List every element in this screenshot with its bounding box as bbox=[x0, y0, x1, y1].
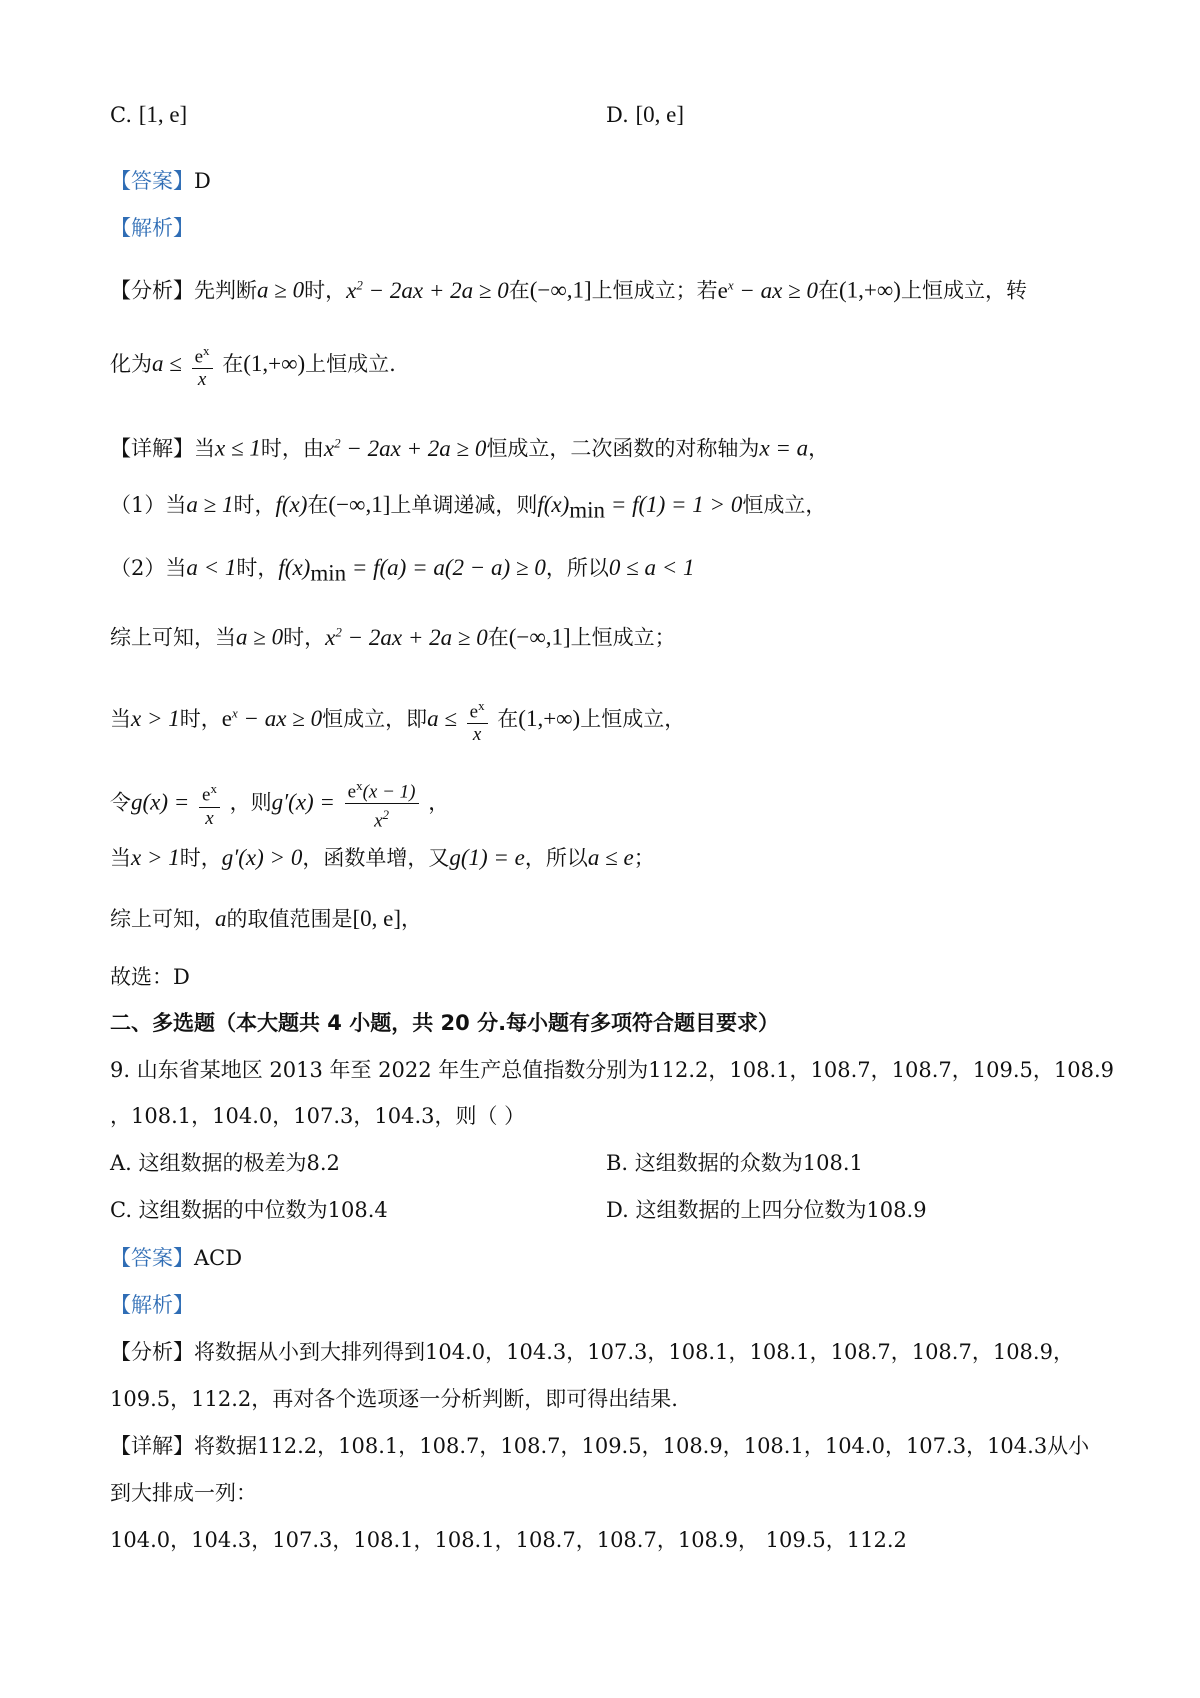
answer-q8 bbox=[110, 166, 211, 196]
fraction-g-prime: $\frac{e^x(x - 1)}{x^2}$ bbox=[345, 775, 419, 833]
answer-value: D bbox=[194, 169, 211, 193]
option-d-q8: D. [0, e] bbox=[606, 102, 684, 127]
q9-option-a: A. 这组数据的极差为8.2 bbox=[110, 1151, 340, 1175]
range-conclusion: 综上可知，a的取值范围是[0, e]， bbox=[110, 906, 423, 931]
case-1: （1）当a ≥ 1时，f(x)在(−∞,1]上单调递减，则$f(x)_{min} = f(1) = 1 > 0$恒成立， bbox=[110, 492, 827, 523]
fraction-ex-over-x: $\frac{e^x}{x}$ bbox=[192, 340, 213, 391]
fenxi-q9-line1: 【分析】将数据从小到大排列得到104.0，104.3，107.3，108.1，108.1，108.7，108.7，108.9， bbox=[110, 1340, 1074, 1364]
q9-option-d: D. 这组数据的上四分位数为108.9 bbox=[606, 1198, 927, 1222]
xiangjie-q9-line2: 到大排成一列： bbox=[110, 1481, 257, 1505]
analysis-tag: 【解析】 bbox=[110, 1293, 194, 1317]
x-greater-than-1: 当x > 1时，$e^x$ − ax ≥ 0恒成立，即a ≤ $\frac{e^x}{x}$ 在(1,+∞)上恒成立， bbox=[110, 695, 685, 746]
xiangjie-q9-line3: 104.0，104.3，107.3，108.1，108.1，108.7，108.7，108.9， 109.5，112.2 bbox=[110, 1528, 907, 1552]
analysis-q9 bbox=[110, 1290, 194, 1320]
answer-tag: 【答案】 bbox=[110, 169, 194, 193]
fenxi-q9-line2: 109.5，112.2，再对各个选项逐一分析判断，即可得出结果. bbox=[110, 1387, 678, 1411]
answer-value: ACD bbox=[194, 1246, 243, 1270]
fraction-ex-over-x: $\frac{e^x}{x}$ bbox=[467, 695, 488, 746]
case-2: （2）当a < 1时，$f(x)_{min} = f(a) = a(2 - a) \ge 0$，所以0 ≤ a < 1 bbox=[110, 555, 695, 586]
choose-q8: 故选：D bbox=[110, 965, 190, 989]
analysis-q8 bbox=[110, 213, 194, 243]
q9-stem-line1: 9. 山东省某地区 2013 年至 2022 年生产总值指数分别为112.2，108.1，108.7，108.7，109.5，108.9 bbox=[110, 1058, 1115, 1082]
q9-option-c: C. 这组数据的中位数为108.4 bbox=[110, 1198, 388, 1222]
q9-option-b: B. 这组数据的众数为108.1 bbox=[606, 1151, 863, 1175]
section-heading: 二、多选题（本大题共 4 小题，共 20 分.每小题有多项符合题目要求） bbox=[110, 1011, 780, 1035]
xiangjie-q8: 【详解】当x ≤ 1时，由$x^2 - 2ax + 2a \ge 0$恒成立，二次函数的对称轴为x = a， bbox=[110, 435, 830, 461]
analysis-tag: 【解析】 bbox=[110, 216, 194, 240]
option-c-math: [1, e] bbox=[138, 102, 188, 127]
fraction-g: $\frac{e^x}{x}$ bbox=[199, 778, 220, 829]
answer-q9 bbox=[110, 1243, 242, 1273]
xiangjie-q9-line1: 【详解】将数据112.2，108.1，108.7，108.7，109.5，108.9，108.1，104.0，107.3，104.3从小 bbox=[110, 1434, 1090, 1458]
g-monotonic: 当x > 1时，g′(x) > 0，函数单增，又g(1) = e，所以a ≤ e； bbox=[110, 845, 655, 870]
option-c-q8: C. [1, e] bbox=[110, 102, 188, 127]
g-definition: 令g(x) = $\frac{e^x}{x}$ ，则g′(x) = $\frac{e^x(x - 1)}{x^2}$ ， bbox=[110, 775, 449, 833]
fenxi-q8-line2: 化为a ≤ $\frac{e^x}{x}$ 在(1,+∞)上恒成立. bbox=[110, 340, 396, 391]
option-d-math: [0, e] bbox=[635, 102, 684, 127]
q9-stem-line2: ，108.1，104.0，107.3，104.3，则（ ） bbox=[110, 1104, 526, 1128]
summary-1: 综上可知，当a ≥ 0时，$x^2 - 2ax + 2a \ge 0$在(−∞,1]上恒成立； bbox=[110, 624, 676, 650]
answer-tag: 【答案】 bbox=[110, 1246, 194, 1270]
fenxi-q8-line1: 【分析】先判断a ≥ 0时，$x^2 - 2ax + 2a \ge 0$在(−∞,1]上恒成立；若$e^x$ − ax ≥ 0在(1,+∞)上恒成立，转 bbox=[110, 277, 1027, 303]
